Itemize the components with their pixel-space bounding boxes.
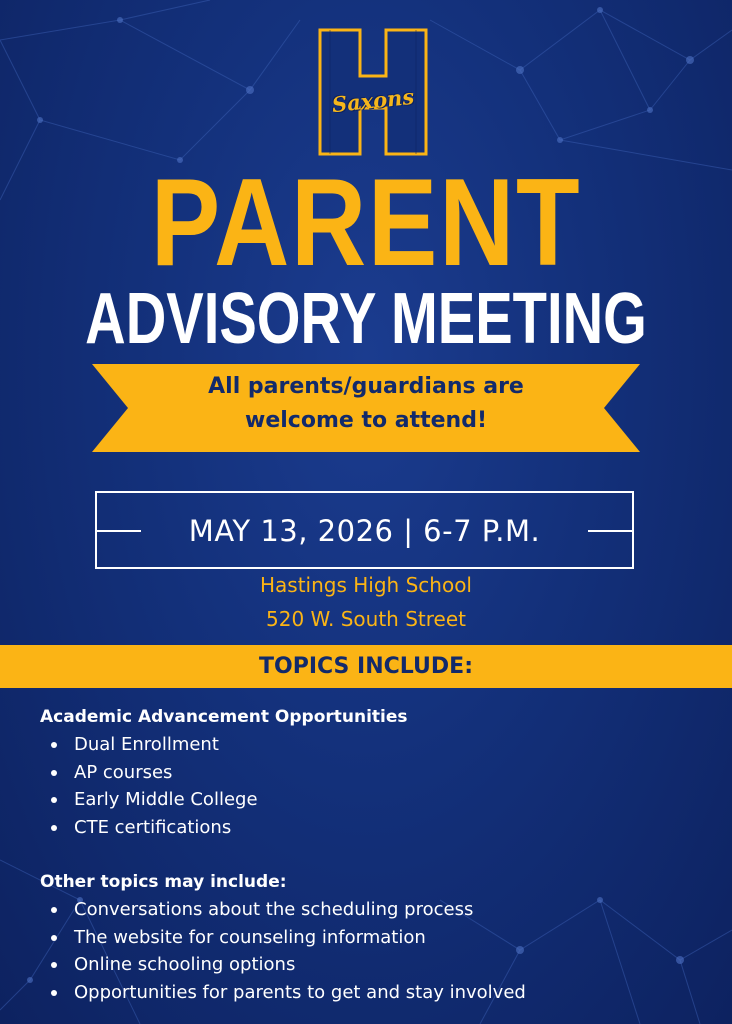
list-item: Conversations about the scheduling process: [48, 896, 526, 924]
bullet-icon: [51, 935, 57, 941]
bullet-icon: [51, 797, 57, 803]
list-item: Early Middle College: [48, 786, 258, 814]
topics-header: TOPICS INCLUDE:: [258, 654, 473, 679]
bullet-icon: [51, 742, 57, 748]
list-item: CTE certifications: [48, 814, 258, 842]
list-item: AP courses: [48, 759, 258, 787]
banner-line-2: welcome to attend!: [245, 408, 487, 433]
date-box: [95, 491, 634, 569]
banner-line-1: All parents/guardians are: [208, 374, 524, 399]
title-advisory-meeting: ADVISORY MEETING: [85, 279, 647, 359]
location-name: Hastings High School: [260, 573, 472, 597]
title-parent: PARENT: [150, 154, 582, 292]
academic-heading: Academic Advancement Opportunities: [40, 707, 408, 727]
list-item: The website for counseling information: [48, 924, 526, 952]
topics-header-bar: [0, 645, 732, 688]
location-address: 520 W. South Street: [266, 607, 466, 631]
logo-script-text: Saxons: [330, 83, 416, 118]
academic-list: [48, 731, 258, 841]
other-list: [48, 896, 526, 1006]
list-item: Dual Enrollment: [48, 731, 258, 759]
bullet-icon: [51, 770, 57, 776]
list-item: Opportunities for parents to get and stay involved: [48, 979, 526, 1007]
other-heading: Other topics may include:: [40, 872, 287, 892]
bullet-icon: [51, 907, 57, 913]
list-item: Online schooling options: [48, 951, 526, 979]
bullet-icon: [51, 825, 57, 831]
event-date-time: MAY 13, 2026 | 6-7 P.M.: [188, 514, 541, 548]
bullet-icon: [51, 962, 57, 968]
bullet-icon: [51, 990, 57, 996]
saxons-logo: [318, 28, 428, 156]
banner-text: [150, 370, 582, 438]
